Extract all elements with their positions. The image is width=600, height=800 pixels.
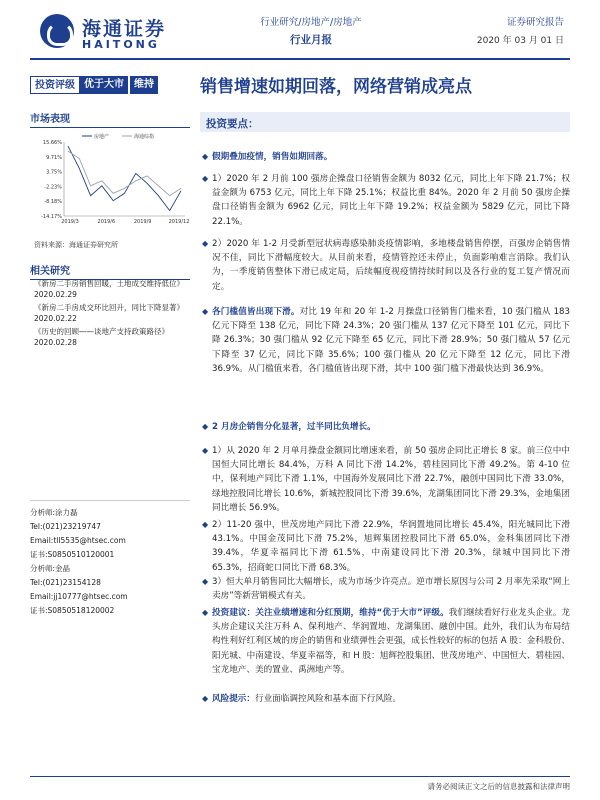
bullet-icon: ◆ <box>202 152 209 161</box>
footer-disclaimer: 请务必阅读正文之后的信息披露和法律声明 <box>427 782 570 791</box>
analyst-tel: Tel:(021)23219747 <box>30 522 101 531</box>
y-tick-label: 3.75% <box>46 169 62 176</box>
point-4 <box>202 305 570 376</box>
point-8 <box>202 575 570 603</box>
point-10-bold: 风险提示： <box>212 694 255 704</box>
bullet-icon: ◆ <box>202 694 209 703</box>
y-tick-label: -14.17% <box>41 214 62 220</box>
logo-cn-text: 海通证券 <box>82 18 167 40</box>
bullet-icon: ◆ <box>202 577 209 586</box>
related-section-title: 相关研究 <box>30 262 190 280</box>
footer-divider <box>30 776 570 777</box>
series-line <box>68 151 181 196</box>
related-item <box>34 278 194 300</box>
related-item <box>34 326 194 348</box>
related-item-title: 《历史的回顾——谈地产支持政策路径》 <box>34 327 169 336</box>
point-10 <box>202 692 570 706</box>
point-7-text: 2）11-20 强中，世茂房地产同比下滑 22.9%，华润置地同比增长 45.4%，阳光城同比下滑 43.1%。中国金茂同比下滑 75.2%，旭辉集团控股同比下滑 65.0%，金科集团同比下滑 39.4%，华夏幸福同比下滑 61.5%，中南建设同比下滑 20.3%，绿城中国同比下滑 65.3%，招商蛇口同比下滑 68.3%。 <box>212 520 570 573</box>
point-1-text: 假期叠加疫情，销售如期回落。 <box>212 152 333 162</box>
header-category: 行业研究/房地产/房地产 <box>260 17 362 28</box>
bullet-icon: ◆ <box>202 520 209 529</box>
x-tick-label: 2019/12 <box>168 219 190 225</box>
analyst-cert: 证书:S0850510120001 <box>30 550 115 559</box>
header-report-type: 行业月报 <box>290 34 332 46</box>
analyst-cert: 证书:S0850518120002 <box>30 606 115 615</box>
y-tick-label: -2.23% <box>44 184 62 191</box>
related-item-title: 《新房二手房销售回暖，土地成交维持低位》 <box>34 279 184 288</box>
series-line <box>68 146 181 211</box>
header-divider <box>30 58 570 60</box>
rating-bar <box>30 76 158 94</box>
point-4-bold: 各门槛值皆出现下滑。 <box>212 307 300 317</box>
point-7 <box>202 518 570 575</box>
bullet-icon: ◆ <box>202 446 209 455</box>
report-title: 销售增速如期回落，网络营销成亮点 <box>200 77 472 97</box>
analyst-name: 分析师:涂力磊 <box>30 508 78 517</box>
market-section-title: 市场表现 <box>30 110 190 128</box>
bullet-icon: ◆ <box>202 307 209 316</box>
analyst-tel: Tel:(021)23154128 <box>30 578 101 587</box>
related-item <box>34 302 194 324</box>
point-2 <box>202 172 570 229</box>
x-tick-label: 2019/3 <box>61 219 79 225</box>
point-6 <box>202 444 570 515</box>
y-tick-label: 9.71% <box>46 154 62 161</box>
point-1 <box>202 150 570 164</box>
bullet-icon: ◆ <box>202 608 209 617</box>
related-item-date: 2020.02.29 <box>34 290 77 299</box>
point-5 <box>202 420 570 434</box>
legend-label: 海通综指 <box>134 134 155 140</box>
header-category-block <box>250 14 372 47</box>
bullet-icon: ◆ <box>202 174 209 183</box>
point-9-text: 我们继续看好行业龙头企业。龙头房企建议关注万科 A、保利地产、华润置地、龙湖集团、融创中国。此外，我们认为布局结构性利好红利区域的房企的销售和业绩弹性会更强，成长性较好的标的包括 A 股：金科股份、阳光城、中南建设、华夏幸福等，和 H 股：旭辉控股集团、世茂房地产、中国恒大、碧桂园、宝龙地产、美的置业、禹洲地产等。 <box>212 608 570 675</box>
haitong-logo-icon <box>40 14 74 48</box>
legend-label: 房地产 <box>94 134 110 140</box>
analyst-email: Email:jj10777@htsec.com <box>30 592 128 601</box>
market-performance-chart <box>30 130 190 230</box>
point-9 <box>202 606 570 677</box>
analyst-name: 分析师:金晶 <box>30 564 71 573</box>
rating-value: 优于大市 <box>80 76 128 94</box>
x-tick-label: 2019/6 <box>97 219 116 225</box>
point-9-bold: 投资建议：关注业绩增速和分红预期，维持“优于大市”评级。 <box>212 608 449 618</box>
rating-label: 投资评级 <box>30 76 80 94</box>
related-item-date: 2020.02.22 <box>34 314 77 323</box>
bullet-icon: ◆ <box>202 239 209 248</box>
y-tick-label: 15.66% <box>42 140 62 146</box>
bullet-icon: ◆ <box>202 422 209 431</box>
analyst-email: Email:tll5535@htsec.com <box>30 536 126 545</box>
x-tick-label: 2019/9 <box>133 219 152 225</box>
point-10-text: 行业面临调控风险和基本面下行风险。 <box>254 694 402 704</box>
header-right-block <box>477 14 564 46</box>
point-5-text: 2 月房企销售分化显著，过半同比负增长。 <box>212 422 376 432</box>
key-points-title: 投资要点： <box>206 118 259 130</box>
analyst-divider <box>30 500 190 501</box>
logo-en-text: HAITONG <box>82 38 160 51</box>
point-6-text: 1）从 2020 年 2 月单月操盘金额同比增速来看，前 50 强房企同比正增长 8 家。前三位中中国恒大同比增长 84.4%，万科 A 同比下滑 14.2%，碧桂园同比下滑 49.2%。第 4-10 位中，保利地产同比下滑 1.1%，中国海外发展同比下滑 22.7%，融创中国同比下滑 33.0%，绿地控股同比增长 10.6%，新城控股同比下滑 39.6%，龙湖集团同比下滑 29.3%，金地集团同比增长 56.9%。 <box>212 446 570 513</box>
rating-status: 维持 <box>130 76 158 94</box>
point-8-text: 3）恒大单月销售同比大幅增长，成为市场少许亮点。逆市增长原因与公司 2 月率先采取“网上卖房”等新营销模式有关。 <box>212 577 570 602</box>
analyst-card <box>30 562 128 618</box>
point-2-text: 1）2020 年 2 月前 100 强房企操盘口径销售金额为 8032 亿元，同比上年下降 21.7%；权益金额为 6753 亿元，同比上年下降 25.1%；权益比重 84%。2020 年 2 月前 50 强房企操盘口径销售金额为 6962 亿元，同比上年下降 19.2%；权益金额为 5829 亿元，同比下降 22.1%。 <box>212 174 570 227</box>
y-tick-label: -8.18% <box>44 199 62 206</box>
chart-source: 资料来源：海通证券研究所 <box>34 241 118 249</box>
related-item-date: 2020.02.28 <box>34 338 77 347</box>
header-report-label: 证券研究报告 <box>506 17 564 28</box>
point-3 <box>202 237 570 294</box>
header-date: 2020 年 03 月 01 日 <box>476 36 564 46</box>
related-item-title: 《新房二手房成交环比回升，同比下降显著》 <box>34 303 184 312</box>
point-4-text: 对比 19 年和 20 年 1-2 月操盘口径销售门槛来看，10 强门槛从 183 亿元下降至 138 亿元，同比下降 24.3%；20 强门槛从 137 亿元下降至 101 亿元，同比下降 26.3%；30 强门槛从 92 亿元下降至 65 亿元，同比下滑 28.9%；50 强门槛从 57 亿元下降至 37 亿元，同比下降 35.6%；100 强门槛从 20 亿元下降至 12 亿元，同比下滑 36.9%。从门槛值来看，各门槛值皆出现下滑，其中 100 强门槛下滑最快达到 36.9%。 <box>212 307 570 374</box>
analyst-card <box>30 506 126 562</box>
point-3-text: 2）2020 年 1-2 月受新型冠状病毒感染肺炎疫情影响，多地楼盘销售停摆，百强房企销售情况不佳，同比下滑幅度较大。从目前来看，疫情管控还未停止，负面影响难言消除。我们认为，一季度销售整体下滑已成定局，后续幅度视疫情持续时间以及各行业的复工复产情况而定。 <box>212 239 570 292</box>
haitong-logo <box>40 14 200 54</box>
